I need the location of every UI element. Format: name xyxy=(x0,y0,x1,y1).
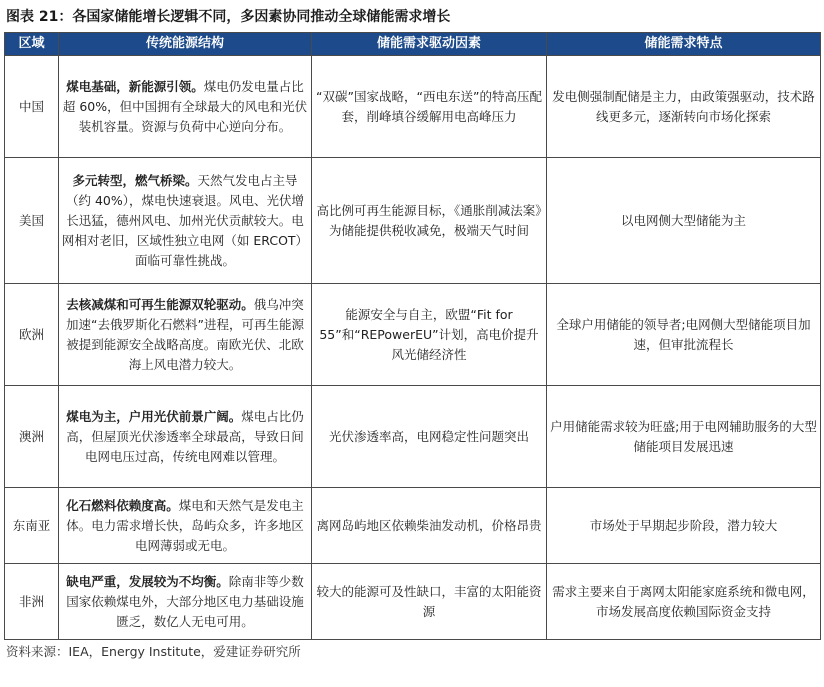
region-cell: 中国 xyxy=(5,56,59,158)
structure-highlight: 多元转型，燃气桥梁。 xyxy=(72,172,198,188)
features-cell: 发电侧强制配储是主力，由政策强驱动，技术路线更多元，逐渐转向市场化探索 xyxy=(547,56,821,158)
structure-cell xyxy=(59,564,312,640)
drivers-cell: 较大的能源可及性缺口，丰富的太阳能资源 xyxy=(312,564,547,640)
region-cell: 美国 xyxy=(5,158,59,284)
drivers-cell: 光伏渗透率高，电网稳定性问题突出 xyxy=(312,386,547,488)
table-row-australia xyxy=(5,386,821,488)
header-region: 区域 xyxy=(5,33,59,56)
drivers-cell: 高比例可再生能源目标，《通胀削减法案》为储能提供税收减免，极端天气时间 xyxy=(312,158,547,284)
chart-title: 图表 21：各国家储能增长逻辑不同，多因素协同推动全球储能需求增长 xyxy=(6,9,451,25)
structure-highlight: 煤电基础，新能源引领。 xyxy=(66,78,204,94)
structure-text: 煤电和天然气是发电主体。电力需求增长快，岛屿众多，许多地区电网薄弱或无电。 xyxy=(66,497,304,553)
features-cell: 市场处于早期起步阶段，潜力较大 xyxy=(547,488,821,564)
header-features: 储能需求特点 xyxy=(547,33,821,56)
source-note: 资料来源：IEA，Energy Institute，爱建证券研究所 xyxy=(6,644,301,659)
structure-cell xyxy=(59,488,312,564)
table-row-southeast-asia xyxy=(5,488,821,564)
structure-text: 除南非等少数国家依赖煤电外，大部分地区电力基础设施匮乏，数亿人无电可用。 xyxy=(66,573,304,629)
header-structure: 传统能源结构 xyxy=(59,33,312,56)
features-cell: 户用储能需求较为旺盛;用于电网辅助服务的大型储能项目发展迅速 xyxy=(547,386,821,488)
region-cell: 非洲 xyxy=(5,564,59,640)
table-row-usa xyxy=(5,158,821,284)
structure-highlight: 煤电为主，户用光伏前景广阔。 xyxy=(66,408,242,424)
features-cell: 需求主要来自于离网太阳能家庭系统和微电网，市场发展高度依赖国际资金支持 xyxy=(547,564,821,640)
table-row-china xyxy=(5,56,821,158)
drivers-cell: 能源安全与自主，欧盟“Fit for 55”和“REPowerEU”计划，高电价提升风光储经济性 xyxy=(312,284,547,386)
structure-highlight: 缺电严重，发展较为不均衡。 xyxy=(66,573,229,589)
structure-cell xyxy=(59,56,312,158)
header-drivers: 储能需求驱动因素 xyxy=(312,33,547,56)
structure-text: 天然气发电占主导（约 40%），煤电快速衰退。风电、光伏增长迅猛，德州风电、加州光伏贡献较大。电网相对老旧，区域性独立电网（如 ERCOT）面临可靠性挑战。 xyxy=(61,172,309,268)
table-row-europe xyxy=(5,284,821,386)
structure-cell xyxy=(59,284,312,386)
region-cell: 东南亚 xyxy=(5,488,59,564)
structure-cell xyxy=(59,158,312,284)
drivers-cell: 离网岛屿地区依赖柴油发动机，价格昂贵 xyxy=(312,488,547,564)
structure-cell xyxy=(59,386,312,488)
structure-highlight: 去核减煤和可再生能源双轮驱动。 xyxy=(66,296,254,312)
table-header-row xyxy=(5,33,821,56)
structure-text: 煤电仍发电量占比超 60%，但中国拥有全球最大的风电和光伏装机容量。资源与负荷中心逆向分布。 xyxy=(62,78,308,134)
region-cell: 欧洲 xyxy=(5,284,59,386)
region-cell: 澳洲 xyxy=(5,386,59,488)
features-cell: 以电网侧大型储能为主 xyxy=(547,158,821,284)
storage-logic-table xyxy=(4,32,821,640)
drivers-cell: “双碳”国家战略，“西电东送”的特高压配套，削峰填谷缓解用电高峰压力 xyxy=(312,56,547,158)
structure-text: 煤电占比仍高，但屋顶光伏渗透率全球最高，导致日间电网电压过高，传统电网难以管理。 xyxy=(66,408,304,464)
table-row-africa xyxy=(5,564,821,640)
structure-highlight: 化石燃料依赖度高。 xyxy=(66,497,179,513)
structure-text: 俄乌冲突加速“去俄罗斯化石燃料”进程，可再生能源被提到能源安全战略高度。南欧光伏、北欧海上风电潜力较大。 xyxy=(66,296,304,372)
features-cell: 全球户用储能的领导者;电网侧大型储能项目加速，但审批流程长 xyxy=(547,284,821,386)
